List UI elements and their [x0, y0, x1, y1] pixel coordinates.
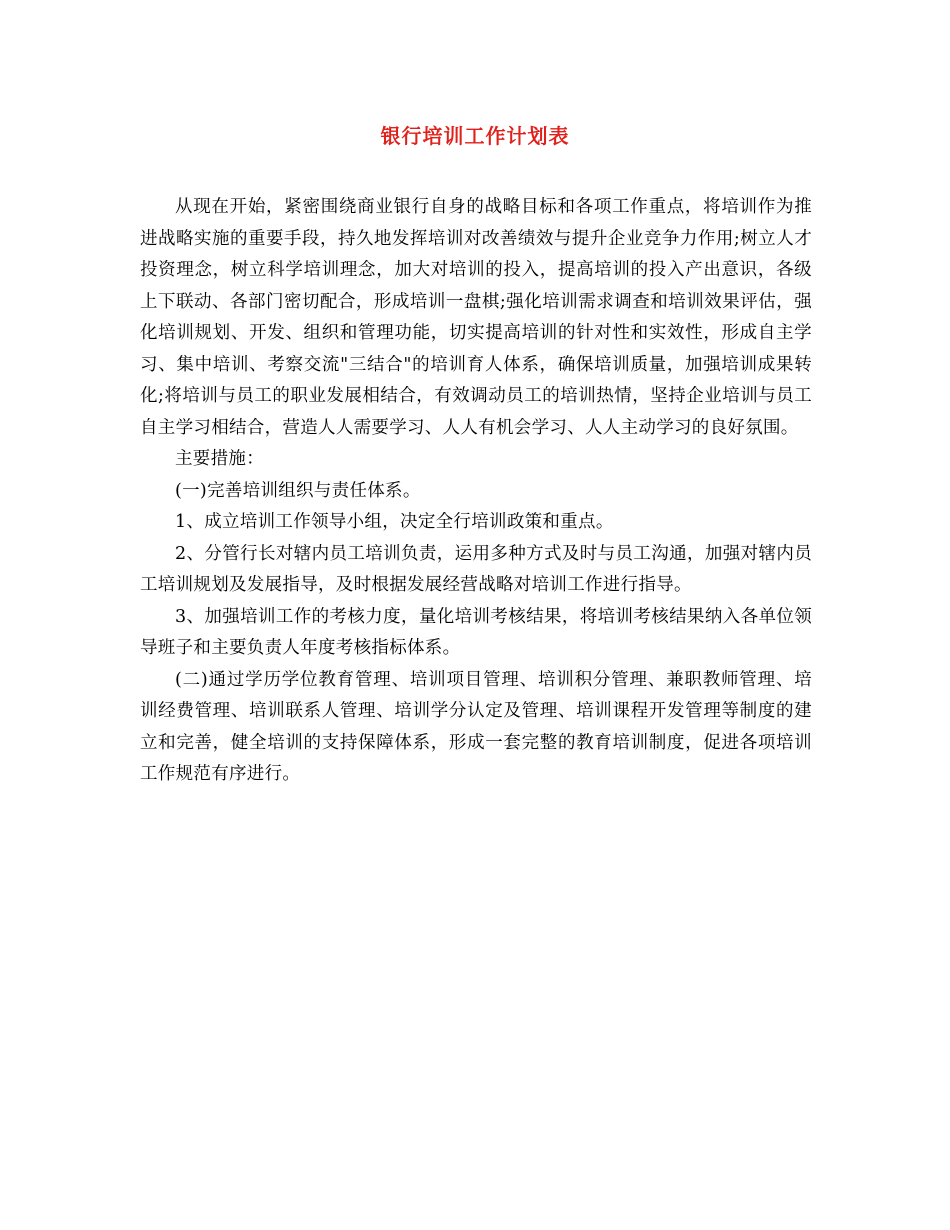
section-two-paragraph: (二)通过学历学位教育管理、培训项目管理、培训积分管理、兼职教师管理、培训经费管理、培训联系人管理、培训学分认定及管理、培训课程开发管理等制度的建立和完善，健全培训的支持保障体系，形成一套完整的教育培训制度，促进各项培训工作规范有序进行。: [140, 669, 812, 784]
measure-item-3: 3、加强培训工作的考核力度，量化培训考核结果，将培训考核结果纳入各单位领导班子和主要负责人年度考核指标体系。: [140, 606, 812, 658]
document-title: 银行培训工作计划表: [380, 124, 570, 148]
measures-heading: 主要措施：: [175, 449, 264, 469]
measure-item-1: 1、成立培训工作领导小组，决定全行培训政策和重点。: [175, 512, 614, 532]
intro-paragraph: 从现在开始，紧密围绕商业银行自身的战略目标和各项工作重点，将培训作为推进战略实施的重要手段，持久地发挥培训对改善绩效与提升企业竞争力作用;树立人才投资理念，树立科学培训理念，加大对培训的投入，提高培训的投入产出意识，各级上下联动、各部门密切配合，形成培训一盘棋;强化培训需求调查和培训效果评估，强化培训规划、开发、组织和管理功能，切实提高培训的针对性和实效性，形成自主学习、集中培训、考察交流"三结合"的培训育人体系，确保培训质量，加强培训成果转化;将培训与员工的职业发展相结合，有效调动员工的培训热情，坚持企业培训与员工自主学习相结合，营造人人需要学习、人人有机会学习、人人主动学习的良好氛围。: [140, 197, 812, 438]
document-body: [140, 192, 812, 791]
measure-item-2: 2、分管行长对辖内员工培训负责，运用多种方式及时与员工沟通，加强对辖内员工培训规划及发展指导，及时根据发展经营战略对培训工作进行指导。: [140, 543, 812, 595]
section-one-heading: (一)完善培训组织与责任体系。: [175, 480, 421, 501]
